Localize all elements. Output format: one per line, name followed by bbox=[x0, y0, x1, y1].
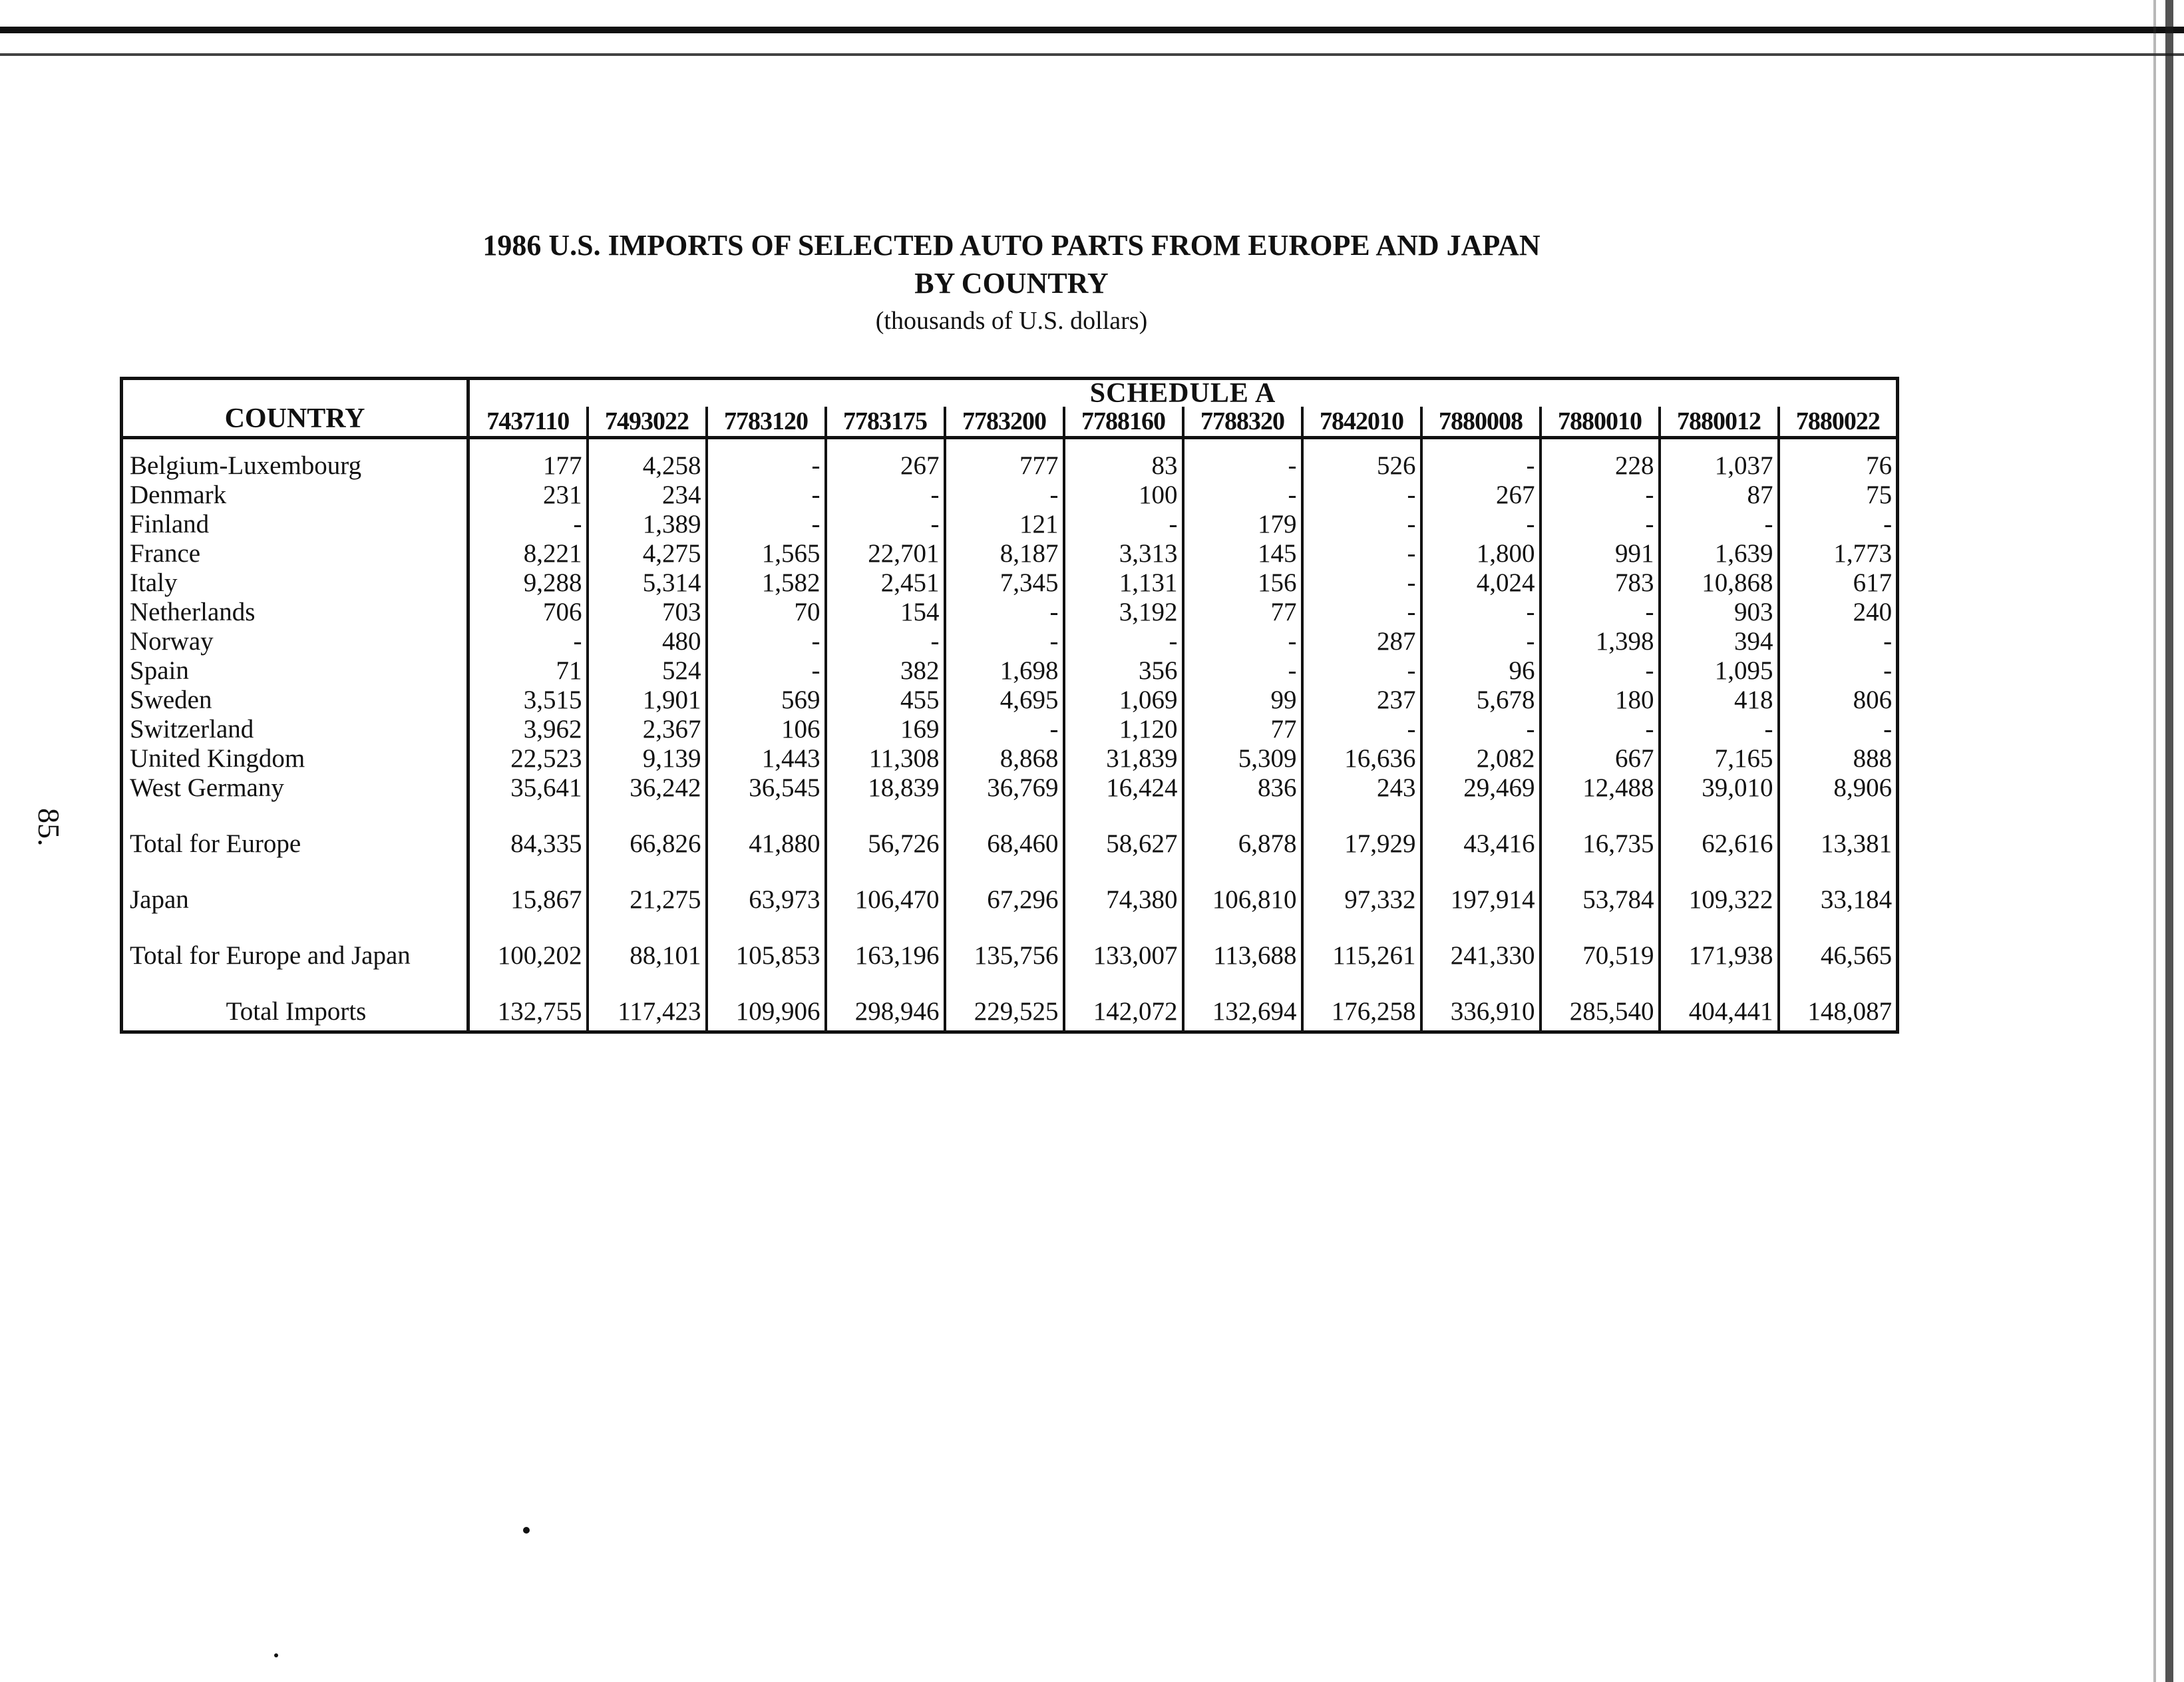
value-cell: 43,416 bbox=[1421, 803, 1541, 859]
value-cell: 287 bbox=[1302, 627, 1421, 656]
value-cell: 3,192 bbox=[1064, 598, 1183, 627]
value-cell: 12,488 bbox=[1541, 773, 1660, 803]
value-cell: 1,389 bbox=[588, 510, 707, 539]
value-cell: 1,800 bbox=[1421, 539, 1541, 568]
value-cell: 77 bbox=[1183, 598, 1302, 627]
value-cell: 109,322 bbox=[1660, 859, 1779, 915]
country-row bbox=[122, 744, 1898, 773]
spacer-cell bbox=[1064, 438, 1183, 452]
column-header-code: 7880008 bbox=[1421, 407, 1541, 438]
value-cell: 1,120 bbox=[1064, 715, 1183, 744]
value-cell: 180 bbox=[1541, 686, 1660, 715]
value-cell: - bbox=[707, 481, 826, 510]
value-cell: 176,258 bbox=[1302, 970, 1421, 1032]
total-row bbox=[122, 859, 1898, 915]
value-cell: 4,258 bbox=[588, 451, 707, 481]
value-cell: 526 bbox=[1302, 451, 1421, 481]
column-header-country: COUNTRY bbox=[122, 379, 468, 438]
row-label: West Germany bbox=[122, 773, 468, 803]
title-line-2: BY COUNTRY bbox=[914, 267, 1109, 300]
value-cell: - bbox=[826, 510, 945, 539]
value-cell: - bbox=[1064, 627, 1183, 656]
value-cell: 117,423 bbox=[588, 970, 707, 1032]
value-cell: 148,087 bbox=[1779, 970, 1898, 1032]
value-cell: - bbox=[1183, 627, 1302, 656]
value-cell: 241,330 bbox=[1421, 915, 1541, 970]
scan-speck bbox=[523, 1527, 530, 1534]
column-header-schedule: SCHEDULE A bbox=[468, 379, 1898, 407]
value-cell: 100 bbox=[1064, 481, 1183, 510]
country-row bbox=[122, 481, 1898, 510]
value-cell: 15,867 bbox=[468, 859, 588, 915]
value-cell: 70 bbox=[707, 598, 826, 627]
row-label: United Kingdom bbox=[122, 744, 468, 773]
total-row bbox=[122, 803, 1898, 859]
value-cell: 13,381 bbox=[1779, 803, 1898, 859]
value-cell: - bbox=[1660, 510, 1779, 539]
value-cell: 163,196 bbox=[826, 915, 945, 970]
value-cell: 87 bbox=[1660, 481, 1779, 510]
country-row bbox=[122, 686, 1898, 715]
value-cell: 197,914 bbox=[1421, 859, 1541, 915]
value-cell: - bbox=[1183, 451, 1302, 481]
row-label: Japan bbox=[122, 859, 468, 915]
title-line-1: 1986 U.S. IMPORTS OF SELECTED AUTO PARTS FROM EUROPE AND JAPAN bbox=[482, 229, 1541, 262]
value-cell: - bbox=[1302, 481, 1421, 510]
value-cell: 75 bbox=[1779, 481, 1898, 510]
value-cell: 145 bbox=[1183, 539, 1302, 568]
country-row bbox=[122, 568, 1898, 598]
row-label: Netherlands bbox=[122, 598, 468, 627]
country-row bbox=[122, 627, 1898, 656]
value-cell: 106 bbox=[707, 715, 826, 744]
value-cell: 243 bbox=[1302, 773, 1421, 803]
column-header-code: 7783200 bbox=[945, 407, 1064, 438]
value-cell: - bbox=[1779, 627, 1898, 656]
value-cell: - bbox=[1421, 627, 1541, 656]
value-cell: 76 bbox=[1779, 451, 1898, 481]
value-cell: 404,441 bbox=[1660, 970, 1779, 1032]
value-cell: 1,443 bbox=[707, 744, 826, 773]
value-cell: 703 bbox=[588, 598, 707, 627]
value-cell: 7,165 bbox=[1660, 744, 1779, 773]
country-row bbox=[122, 715, 1898, 744]
value-cell: 96 bbox=[1421, 656, 1541, 686]
value-cell: 1,037 bbox=[1660, 451, 1779, 481]
value-cell: 46,565 bbox=[1779, 915, 1898, 970]
value-cell: 6,878 bbox=[1183, 803, 1302, 859]
value-cell: 2,367 bbox=[588, 715, 707, 744]
value-cell: 66,826 bbox=[588, 803, 707, 859]
value-cell: 285,540 bbox=[1541, 970, 1660, 1032]
value-cell: 133,007 bbox=[1064, 915, 1183, 970]
spacer-cell bbox=[1421, 438, 1541, 452]
row-label: Norway bbox=[122, 627, 468, 656]
value-cell: - bbox=[1541, 656, 1660, 686]
value-cell: - bbox=[707, 510, 826, 539]
value-cell: 1,639 bbox=[1660, 539, 1779, 568]
value-cell: 132,694 bbox=[1183, 970, 1302, 1032]
value-cell: 36,545 bbox=[707, 773, 826, 803]
value-cell: 5,314 bbox=[588, 568, 707, 598]
value-cell: - bbox=[1302, 656, 1421, 686]
value-cell: 3,962 bbox=[468, 715, 588, 744]
value-cell: 394 bbox=[1660, 627, 1779, 656]
column-header-code: 7437110 bbox=[468, 407, 588, 438]
value-cell: 237 bbox=[1302, 686, 1421, 715]
value-cell: - bbox=[945, 627, 1064, 656]
value-cell: - bbox=[1302, 510, 1421, 539]
value-cell: 991 bbox=[1541, 539, 1660, 568]
value-cell: 777 bbox=[945, 451, 1064, 481]
value-cell: 455 bbox=[826, 686, 945, 715]
spacer-cell bbox=[1779, 438, 1898, 452]
value-cell: 106,810 bbox=[1183, 859, 1302, 915]
value-cell: 617 bbox=[1779, 568, 1898, 598]
value-cell: - bbox=[1302, 568, 1421, 598]
value-cell: 56,726 bbox=[826, 803, 945, 859]
value-cell: 2,082 bbox=[1421, 744, 1541, 773]
row-label: Total for Europe bbox=[122, 803, 468, 859]
scan-edge-shadow bbox=[2153, 0, 2156, 1682]
value-cell: 171,938 bbox=[1660, 915, 1779, 970]
document-title bbox=[0, 226, 2023, 339]
value-cell: - bbox=[945, 598, 1064, 627]
row-label: Belgium-Luxembourg bbox=[122, 451, 468, 481]
value-cell: 39,010 bbox=[1660, 773, 1779, 803]
scan-speck bbox=[274, 1653, 278, 1657]
value-cell: 156 bbox=[1183, 568, 1302, 598]
value-cell: 667 bbox=[1541, 744, 1660, 773]
value-cell: 18,839 bbox=[826, 773, 945, 803]
value-cell: 418 bbox=[1660, 686, 1779, 715]
column-header-code: 7880022 bbox=[1779, 407, 1898, 438]
value-cell: - bbox=[1779, 656, 1898, 686]
value-cell: - bbox=[945, 715, 1064, 744]
value-cell: 888 bbox=[1779, 744, 1898, 773]
value-cell: 806 bbox=[1779, 686, 1898, 715]
imports-table bbox=[120, 377, 1899, 1034]
value-cell: 74,380 bbox=[1064, 859, 1183, 915]
value-cell: 298,946 bbox=[826, 970, 945, 1032]
spacer-cell bbox=[1660, 438, 1779, 452]
value-cell: 113,688 bbox=[1183, 915, 1302, 970]
value-cell: 267 bbox=[1421, 481, 1541, 510]
value-cell: 36,242 bbox=[588, 773, 707, 803]
value-cell: 267 bbox=[826, 451, 945, 481]
value-cell: - bbox=[1183, 656, 1302, 686]
country-row bbox=[122, 598, 1898, 627]
value-cell: 29,469 bbox=[1421, 773, 1541, 803]
value-cell: - bbox=[1302, 598, 1421, 627]
value-cell: - bbox=[1541, 715, 1660, 744]
value-cell: 336,910 bbox=[1421, 970, 1541, 1032]
spacer-cell bbox=[1183, 438, 1302, 452]
value-cell: 22,523 bbox=[468, 744, 588, 773]
spacer-cell bbox=[468, 438, 588, 452]
spacer-cell bbox=[588, 438, 707, 452]
value-cell: 1,582 bbox=[707, 568, 826, 598]
value-cell: 836 bbox=[1183, 773, 1302, 803]
value-cell: 903 bbox=[1660, 598, 1779, 627]
country-row bbox=[122, 773, 1898, 803]
row-label: Spain bbox=[122, 656, 468, 686]
value-cell: 169 bbox=[826, 715, 945, 744]
value-cell: 5,309 bbox=[1183, 744, 1302, 773]
value-cell: 22,701 bbox=[826, 539, 945, 568]
country-row bbox=[122, 656, 1898, 686]
value-cell: 16,424 bbox=[1064, 773, 1183, 803]
value-cell: 179 bbox=[1183, 510, 1302, 539]
value-cell: 121 bbox=[945, 510, 1064, 539]
value-cell: 68,460 bbox=[945, 803, 1064, 859]
value-cell: 706 bbox=[468, 598, 588, 627]
value-cell: - bbox=[1421, 510, 1541, 539]
value-cell: 106,470 bbox=[826, 859, 945, 915]
value-cell: 234 bbox=[588, 481, 707, 510]
value-cell: 1,773 bbox=[1779, 539, 1898, 568]
value-cell: 8,221 bbox=[468, 539, 588, 568]
value-cell: 1,565 bbox=[707, 539, 826, 568]
value-cell: - bbox=[1541, 598, 1660, 627]
value-cell: - bbox=[1541, 510, 1660, 539]
spacer-cell bbox=[1541, 438, 1660, 452]
value-cell: 4,275 bbox=[588, 539, 707, 568]
spacer-cell bbox=[826, 438, 945, 452]
spacer-cell bbox=[1302, 438, 1421, 452]
value-cell: 3,313 bbox=[1064, 539, 1183, 568]
row-label: Total Imports bbox=[122, 970, 468, 1032]
value-cell: - bbox=[707, 627, 826, 656]
column-header-code: 7788160 bbox=[1064, 407, 1183, 438]
spacer-cell bbox=[122, 438, 468, 452]
value-cell: 142,072 bbox=[1064, 970, 1183, 1032]
value-cell: 31,839 bbox=[1064, 744, 1183, 773]
value-cell: 33,184 bbox=[1779, 859, 1898, 915]
value-cell: 7,345 bbox=[945, 568, 1064, 598]
value-cell: - bbox=[1541, 481, 1660, 510]
column-header-code: 7788320 bbox=[1183, 407, 1302, 438]
value-cell: 62,616 bbox=[1660, 803, 1779, 859]
value-cell: 240 bbox=[1779, 598, 1898, 627]
value-cell: 9,139 bbox=[588, 744, 707, 773]
value-cell: 21,275 bbox=[588, 859, 707, 915]
value-cell: 1,095 bbox=[1660, 656, 1779, 686]
value-cell: 8,868 bbox=[945, 744, 1064, 773]
value-cell: - bbox=[826, 481, 945, 510]
column-header-code: 7880010 bbox=[1541, 407, 1660, 438]
column-header-code: 7783175 bbox=[826, 407, 945, 438]
value-cell: 84,335 bbox=[468, 803, 588, 859]
value-cell: 1,398 bbox=[1541, 627, 1660, 656]
scan-edge-line bbox=[0, 53, 2184, 56]
value-cell: - bbox=[707, 451, 826, 481]
value-cell: - bbox=[468, 627, 588, 656]
value-cell: 382 bbox=[826, 656, 945, 686]
country-row bbox=[122, 510, 1898, 539]
value-cell: - bbox=[468, 510, 588, 539]
value-cell: - bbox=[1421, 715, 1541, 744]
value-cell: 1,698 bbox=[945, 656, 1064, 686]
value-cell: 5,678 bbox=[1421, 686, 1541, 715]
value-cell: 53,784 bbox=[1541, 859, 1660, 915]
value-cell: 16,636 bbox=[1302, 744, 1421, 773]
column-header-code: 7783120 bbox=[707, 407, 826, 438]
row-label: Denmark bbox=[122, 481, 468, 510]
value-cell: 154 bbox=[826, 598, 945, 627]
value-cell: 36,769 bbox=[945, 773, 1064, 803]
value-cell: 17,929 bbox=[1302, 803, 1421, 859]
value-cell: - bbox=[1421, 598, 1541, 627]
value-cell: 231 bbox=[468, 481, 588, 510]
column-header-code: 7493022 bbox=[588, 407, 707, 438]
value-cell: 3,515 bbox=[468, 686, 588, 715]
title-units: (thousands of U.S. dollars) bbox=[875, 307, 1148, 335]
value-cell: 115,261 bbox=[1302, 915, 1421, 970]
value-cell: 8,906 bbox=[1779, 773, 1898, 803]
value-cell: - bbox=[945, 481, 1064, 510]
value-cell: 109,906 bbox=[707, 970, 826, 1032]
value-cell: - bbox=[1660, 715, 1779, 744]
value-cell: 9,288 bbox=[468, 568, 588, 598]
value-cell: - bbox=[1302, 715, 1421, 744]
spacer-row bbox=[122, 438, 1898, 452]
value-cell: 524 bbox=[588, 656, 707, 686]
spacer-cell bbox=[945, 438, 1064, 452]
value-cell: 480 bbox=[588, 627, 707, 656]
total-row bbox=[122, 915, 1898, 970]
scan-edge-right bbox=[2165, 0, 2173, 1682]
value-cell: 99 bbox=[1183, 686, 1302, 715]
row-label: Switzerland bbox=[122, 715, 468, 744]
value-cell: 70,519 bbox=[1541, 915, 1660, 970]
value-cell: 58,627 bbox=[1064, 803, 1183, 859]
value-cell: 177 bbox=[468, 451, 588, 481]
row-label: Sweden bbox=[122, 686, 468, 715]
value-cell: - bbox=[1302, 539, 1421, 568]
value-cell: 1,069 bbox=[1064, 686, 1183, 715]
value-cell: 783 bbox=[1541, 568, 1660, 598]
column-header-code: 7880012 bbox=[1660, 407, 1779, 438]
row-label: Total for Europe and Japan bbox=[122, 915, 468, 970]
value-cell: 228 bbox=[1541, 451, 1660, 481]
value-cell: 1,131 bbox=[1064, 568, 1183, 598]
value-cell: 10,868 bbox=[1660, 568, 1779, 598]
value-cell: 77 bbox=[1183, 715, 1302, 744]
spacer-cell bbox=[707, 438, 826, 452]
value-cell: - bbox=[1779, 510, 1898, 539]
value-cell: 11,308 bbox=[826, 744, 945, 773]
value-cell: 2,451 bbox=[826, 568, 945, 598]
value-cell: - bbox=[707, 656, 826, 686]
value-cell: 35,641 bbox=[468, 773, 588, 803]
total-row bbox=[122, 970, 1898, 1032]
value-cell: 97,332 bbox=[1302, 859, 1421, 915]
value-cell: 83 bbox=[1064, 451, 1183, 481]
value-cell: 105,853 bbox=[707, 915, 826, 970]
value-cell: 356 bbox=[1064, 656, 1183, 686]
value-cell: - bbox=[1064, 510, 1183, 539]
value-cell: - bbox=[826, 627, 945, 656]
value-cell: 8,187 bbox=[945, 539, 1064, 568]
value-cell: 135,756 bbox=[945, 915, 1064, 970]
value-cell: 71 bbox=[468, 656, 588, 686]
value-cell: - bbox=[1779, 715, 1898, 744]
row-label: Italy bbox=[122, 568, 468, 598]
value-cell: 4,024 bbox=[1421, 568, 1541, 598]
value-cell: 132,755 bbox=[468, 970, 588, 1032]
value-cell: 16,735 bbox=[1541, 803, 1660, 859]
column-header-code: 7842010 bbox=[1302, 407, 1421, 438]
value-cell: 88,101 bbox=[588, 915, 707, 970]
value-cell: 229,525 bbox=[945, 970, 1064, 1032]
scan-edge-top bbox=[0, 27, 2184, 33]
row-label: France bbox=[122, 539, 468, 568]
country-row bbox=[122, 451, 1898, 481]
value-cell: 1,901 bbox=[588, 686, 707, 715]
value-cell: 41,880 bbox=[707, 803, 826, 859]
value-cell: - bbox=[1183, 481, 1302, 510]
value-cell: 63,973 bbox=[707, 859, 826, 915]
value-cell: 569 bbox=[707, 686, 826, 715]
page-number: 85. bbox=[32, 808, 66, 847]
value-cell: 100,202 bbox=[468, 915, 588, 970]
row-label: Finland bbox=[122, 510, 468, 539]
country-row bbox=[122, 539, 1898, 568]
value-cell: - bbox=[1421, 451, 1541, 481]
value-cell: 67,296 bbox=[945, 859, 1064, 915]
value-cell: 4,695 bbox=[945, 686, 1064, 715]
